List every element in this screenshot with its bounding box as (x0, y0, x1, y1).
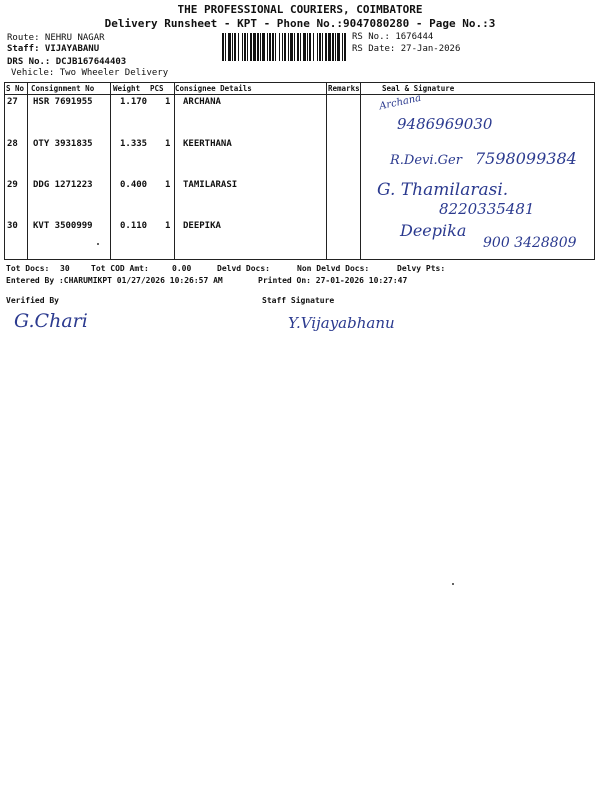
col-sno: S No (6, 84, 25, 93)
col-weight: Weight (113, 84, 141, 93)
row-sno: 28 (7, 139, 18, 149)
col-seal-signature: Seal & Signature (382, 84, 455, 93)
runsheet-table (4, 82, 595, 260)
signature-name: Archana (378, 92, 423, 113)
rs-date: RS Date: 27-Jan-2026 (352, 44, 461, 54)
drs-number: DRS No.: DCJB167644403 (7, 57, 127, 67)
staff-label: Staff: VIJAYABANU (7, 44, 100, 54)
tot-docs-label: Tot Docs: (6, 264, 50, 273)
row-pcs: 1 (165, 221, 171, 231)
signature-name: R.Devi.Ger (390, 153, 462, 168)
row-sno: 30 (7, 221, 18, 231)
col-remarks: Remarks (328, 84, 360, 93)
table-row (5, 92, 594, 137)
signature-phone: 8220335481 (439, 200, 535, 218)
speck (97, 243, 99, 245)
rs-number: RS No.: 1676444 (352, 32, 434, 42)
table-row (5, 180, 594, 220)
barcode-image (222, 33, 346, 61)
row-pcs: 1 (165, 180, 171, 190)
cod-label: Tot COD Amt: (91, 264, 149, 273)
tot-docs-value: 30 (60, 264, 70, 273)
col-consignee: Consignee Details (175, 84, 252, 93)
runsheet-subtitle: Delivery Runsheet - KPT - Phone No.:9047080280 - Page No.:3 (104, 17, 496, 30)
staff-signature: Y.Vijayabhanu (288, 314, 395, 332)
row-consignee: DEEPIKA (183, 221, 221, 231)
signature-name: Deepika (400, 221, 467, 240)
delvd-docs-label: Delvd Docs: (217, 264, 270, 273)
row-consignment: HSR 7691955 (33, 97, 93, 107)
non-delvd-docs-label: Non Delvd Docs: (297, 264, 370, 273)
signature-name: G. Thamilarasi. (377, 180, 509, 200)
row-weight: 1.335 (120, 139, 148, 149)
row-weight: 0.110 (120, 221, 148, 231)
row-pcs: 1 (165, 139, 171, 149)
delvy-pts-label: Delvy Pts: (397, 264, 446, 273)
speck (452, 583, 454, 585)
signature-phone: 7598099384 (475, 149, 577, 168)
signature-phone: 9486969030 (397, 115, 493, 133)
row-weight: 0.400 (120, 180, 148, 190)
row-consignment: KVT 3500999 (33, 221, 93, 231)
verified-signature: G.Chari (14, 310, 88, 332)
staff-signature-label: Staff Signature (262, 296, 335, 305)
route-label: Route: NEHRU NAGAR (7, 33, 105, 43)
row-sno: 27 (7, 97, 18, 107)
row-pcs: 1 (165, 97, 171, 107)
vehicle-label: Vehicle: Two Wheeler Delivery (11, 68, 169, 78)
row-weight: 1.170 (120, 97, 148, 107)
row-sno: 29 (7, 180, 18, 190)
row-consignment: DDG 1271223 (33, 180, 93, 190)
entered-by: Entered By :CHARUMIKPT 01/27/2026 10:26:57 AM (6, 276, 223, 285)
company-title: THE PROFESSIONAL COURIERS, COIMBATORE (177, 3, 423, 16)
row-consignment: OTY 3931835 (33, 139, 93, 149)
printed-on: Printed On: 27-01-2026 10:27:47 (258, 276, 408, 285)
col-pcs: PCS (150, 84, 164, 93)
verified-by-label: Verified By (6, 296, 59, 305)
col-consignment: Consignment No (31, 84, 95, 93)
row-consignee: KEERTHANA (183, 139, 232, 149)
table-header (5, 83, 594, 95)
table-row (5, 139, 594, 179)
row-consignee: TAMILARASI (183, 180, 238, 190)
table-row (5, 221, 594, 261)
row-consignee: ARCHANA (183, 97, 221, 107)
cod-value: 0.00 (172, 264, 192, 273)
signature-phone: 900 3428809 (483, 235, 577, 251)
